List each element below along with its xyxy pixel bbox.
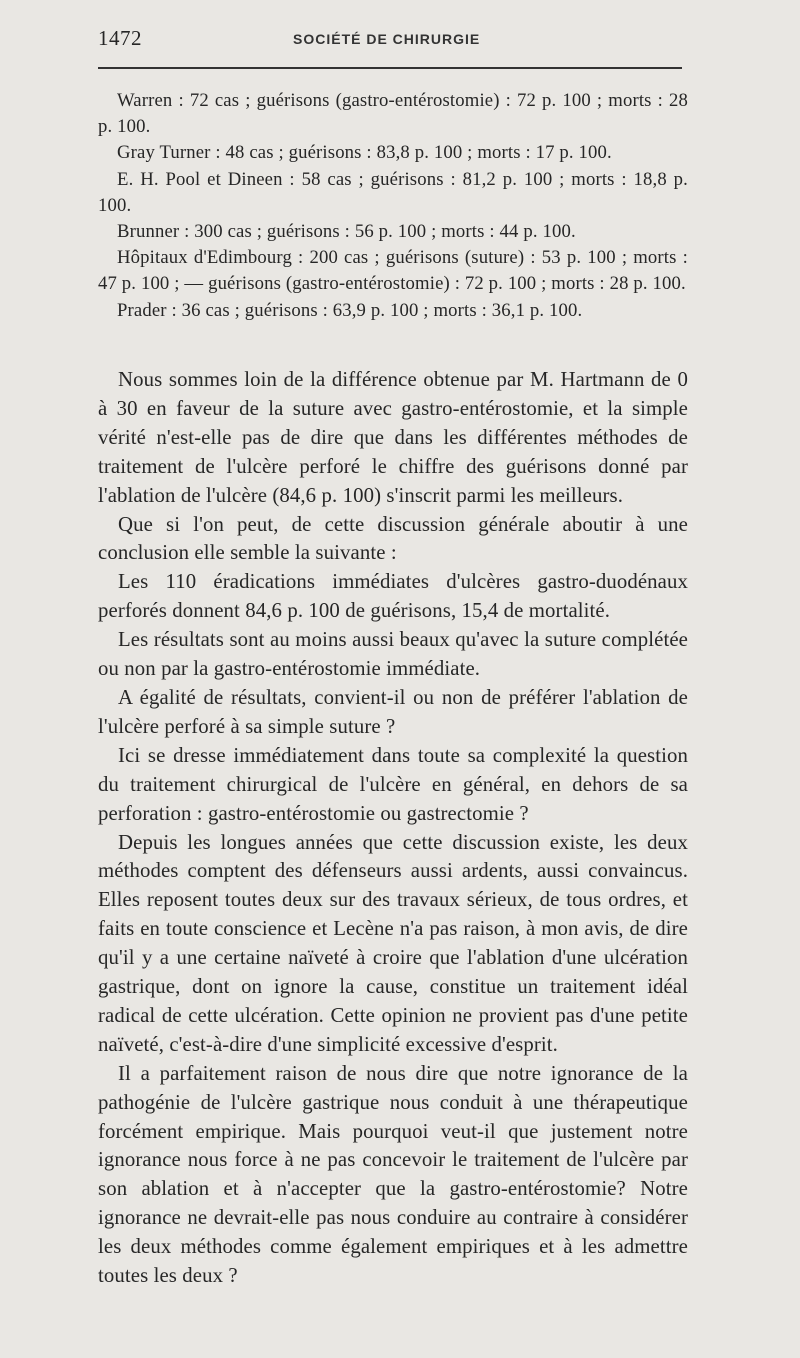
page-number: 1472 bbox=[98, 26, 142, 50]
paragraph-eradications: Les 110 éradications immédiates d'ulcères gastro-duodénaux perforés donnent 84,6 p. 100 de guérisons, 15,4 de mortalité. bbox=[98, 570, 688, 623]
result-edimbourg: Hôpitaux d'Edimbourg : 200 cas ; guérisons (suture) : 53 p. 100 ; morts : 47 p. 100 ; — guérisons (gastro-entérostomie) : 72 p. 100 ; morts : 28 p. 100. bbox=[98, 247, 688, 295]
paragraph-conclusion: Que si l'on peut, de cette discussion générale aboutir à une conclusion elle semble la suivante : bbox=[98, 512, 688, 565]
header-rule bbox=[98, 67, 682, 69]
result-brunner: Brunner : 300 cas ; guérisons : 56 p. 100 ; morts : 44 p. 100. bbox=[117, 221, 576, 243]
page-header bbox=[98, 24, 683, 54]
result-gray-turner: Gray Turner : 48 cas ; guérisons : 83,8 p. 100 ; morts : 17 p. 100. bbox=[117, 142, 612, 164]
results-list bbox=[98, 88, 688, 324]
paragraph-ignorance: Il a parfaitement raison de nous dire que notre ignorance de la pathogénie de l'ulcère gastrique nous conduit à une thérapeutique forcément empirique. Mais pourquoi veut-il que justement notre ignorance nous force à ne pas concevoir le traitement de l'ulcère par son ablation et à n'accepter que la gastro-entérostomie? Notre ignorance ne devrait-elle pas nous conduire au contraire à considérer les deux méthodes comme également empiriques et à les admettre toutes les deux ? bbox=[98, 1061, 688, 1288]
running-title: SOCIÉTÉ DE CHIRURGIE bbox=[293, 31, 481, 47]
body-text bbox=[98, 366, 688, 1291]
paragraph-question: Ici se dresse immédiatement dans toute sa complexité la question du traitement chirurgical de l'ulcère en général, en dehors de sa perforation : gastro-entérostomie ou gastrectomie ? bbox=[98, 743, 688, 825]
paragraph-results: Les résultats sont au moins aussi beaux qu'avec la suture complétée ou non par la gastro-entérostomie immédiate. bbox=[98, 628, 688, 681]
paragraph-debate: Depuis les longues années que cette discussion existe, les deux méthodes comptent des défenseurs aussi ardents, aussi convaincus. Elles reposent toutes deux sur des travaux sérieux, de tous ordres, et faits en toute conscience et Lecène n'a pas raison, à mon avis, de dire qu'il y a une certaine naïveté à croire que l'ablation d'une ulcération gastrique, dont on ignore la cause, constitue un traitement idéal radical de cette ulcération. Cette opinion ne provient pas d'une petite naïveté, c'est-à-dire d'une simplicité excessive d'esprit. bbox=[98, 830, 688, 1056]
paragraph-equality: A égalité de résultats, convient-il ou non de préférer l'ablation de l'ulcère perforé à sa simple suture ? bbox=[98, 685, 688, 738]
result-warren: Warren : 72 cas ; guérisons (gastro-entérostomie) : 72 p. 100 ; morts : 28 p. 100. bbox=[98, 90, 688, 138]
result-pool-dineen: E. H. Pool et Dineen : 58 cas ; guérisons : 81,2 p. 100 ; morts : 18,8 p. 100. bbox=[98, 168, 688, 216]
result-prader: Prader : 36 cas ; guérisons : 63,9 p. 100 ; morts : 36,1 p. 100. bbox=[117, 299, 583, 321]
paragraph-difference: Nous sommes loin de la différence obtenue par M. Hartmann de 0 à 30 en faveur de la suture avec gastro-entérostomie, et la simple vérité n'est-elle pas de dire que dans les différentes méthodes de traitement de l'ulcère perforé le chiffre des guérisons donné par l'ablation de l'ulcère (84,6 p. 100) s'inscrit parmi les meilleurs. bbox=[98, 368, 688, 507]
